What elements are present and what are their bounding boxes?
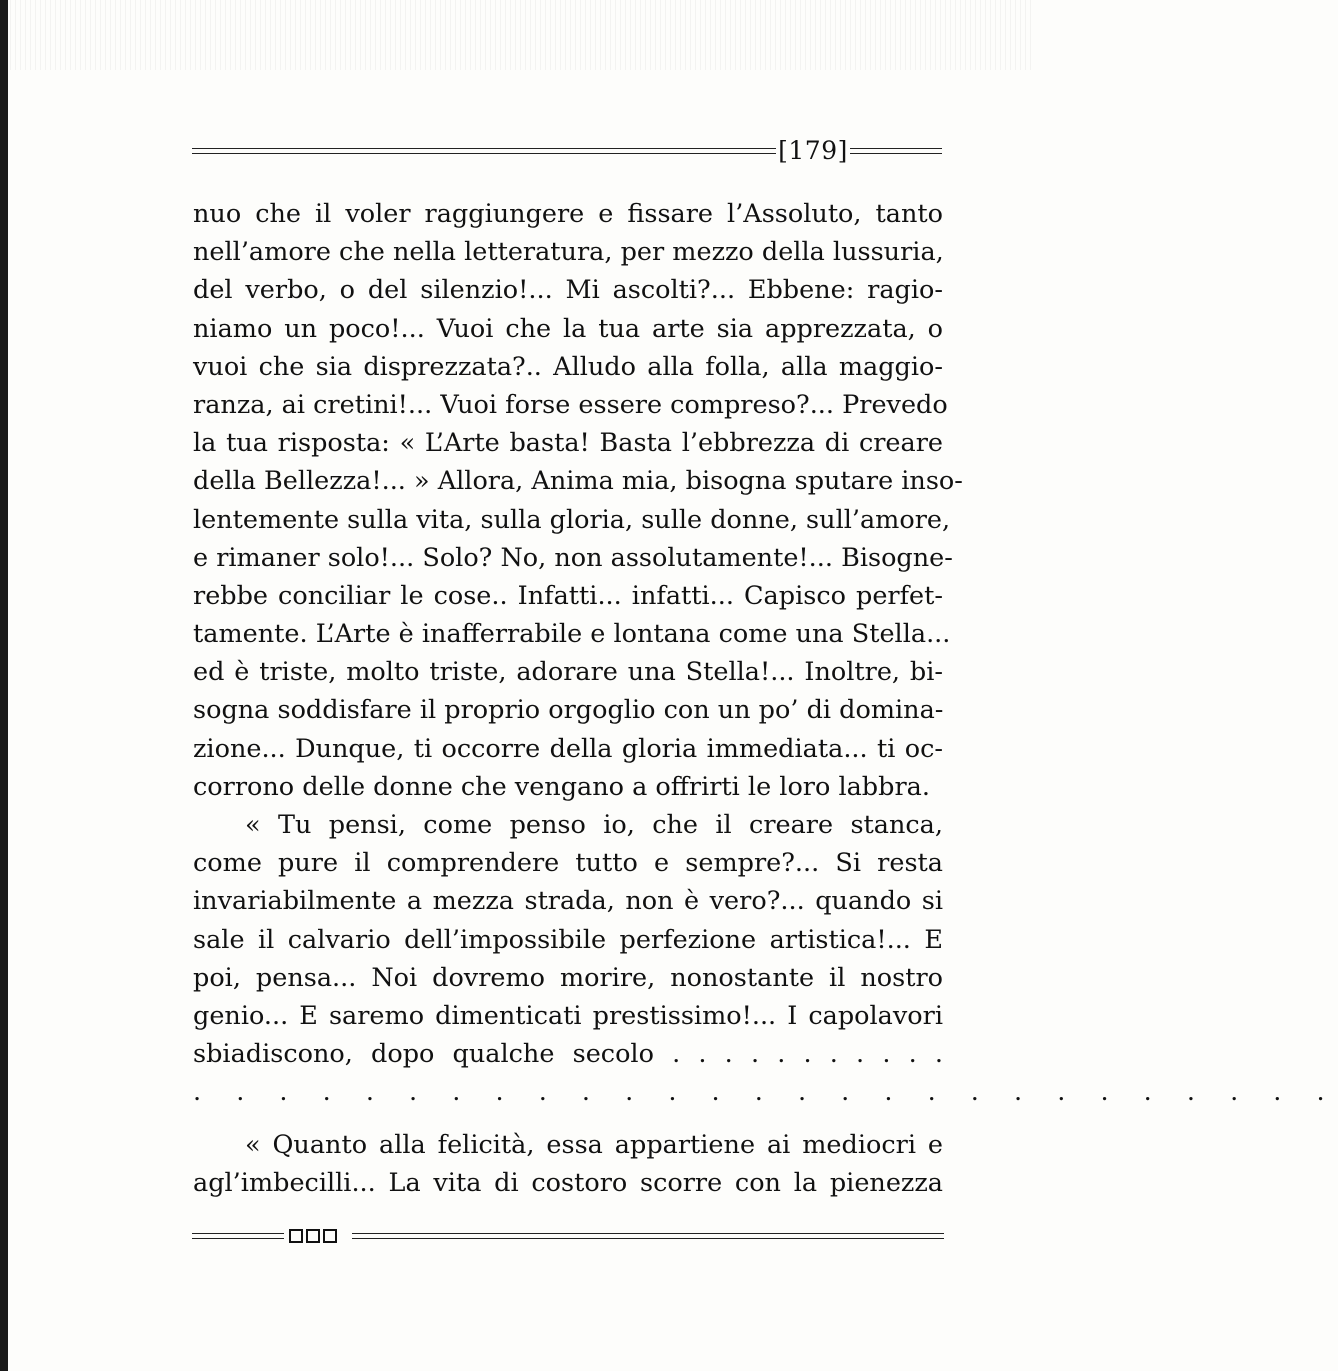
text-line: sogna soddisfare il proprio orgoglio con un po’ di domina- (193, 695, 944, 726)
text-line: zione... Dunque, ti occorre della gloria immediata... ti oc- (193, 733, 943, 764)
footer-rule-left (192, 1233, 284, 1239)
footer-rule-right (352, 1233, 944, 1239)
text-line: sale il calvario dell’impossibile perfezione artistica!... E (193, 924, 943, 955)
body-text (193, 195, 1338, 1202)
ornament-square (323, 1229, 337, 1243)
text-line: nuo che il voler raggiungere e fissare l’Assoluto, tanto (193, 199, 943, 229)
text-line: poi, pensa... Noi dovremo morire, nonostante il nostro (193, 962, 943, 993)
page-header (192, 134, 942, 174)
text-line: del verbo, o del silenzio!... Mi ascolti?... Ebbene: ragio- (193, 275, 943, 306)
text-line: tamente. L’Arte è inafferrabile e lontana come una Stella... (193, 619, 951, 650)
text-line: la tua risposta: « L’Arte basta! Basta l’ebbrezza di creare (193, 428, 943, 459)
text-line: niamo un poco!... Vuoi che la tua arte sia apprezzata, o (193, 313, 943, 344)
text-line: come pure il comprendere tutto e sempre?... Si resta (193, 848, 943, 879)
header-rule-left (192, 148, 776, 154)
text-line: ranza, ai cretini!... Vuoi forse essere compreso?... Prevedo (193, 389, 948, 420)
scan-noise (10, 0, 1031, 70)
page-footer (192, 1228, 944, 1252)
text-line: ed è triste, molto triste, adorare una Stella!... Inoltre, bi- (193, 657, 943, 688)
footer-ornament (289, 1229, 337, 1243)
ornament-square (289, 1229, 303, 1243)
text-line: « Tu pensi, come penso io, che il creare stanca, (245, 810, 943, 840)
text-line: nell’amore che nella letteratura, per mezzo della lussuria, (193, 237, 944, 268)
text-line: genio... E saremo dimenticati prestissimo!... I capolavori (193, 1000, 943, 1031)
ornament-square (306, 1229, 320, 1243)
ellipsis-line: . . . . . . . . . . . . . . . . . . . . . . . . . . . (193, 1077, 1338, 1108)
text-line: vuoi che sia disprezzata?.. Alludo alla folla, alla maggio- (193, 351, 943, 382)
text-line: rebbe conciliar le cose.. Infatti... infatti... Capisco perfet- (193, 580, 943, 611)
text-line: lentemente sulla vita, sulla gloria, sulle donne, sull’amore, (193, 504, 951, 535)
text-line: agl’imbecilli... La vita di costoro scorre con la pienezza (193, 1167, 943, 1198)
scan-edge (0, 0, 8, 1371)
text-line: e rimaner solo!... Solo? No, non assolutamente!... Bisogne- (193, 542, 953, 573)
text-line: invariabilmente a mezza strada, non è vero?... quando si (193, 886, 943, 917)
text-line: « Quanto alla felicità, essa appartiene ai mediocri e (245, 1129, 943, 1160)
text-line: sbiadiscono, dopo qualche secolo . . . . . . . . . . . (193, 1039, 943, 1070)
page-number: [179] (778, 136, 848, 165)
header-rule-right (850, 148, 942, 154)
text-line: della Bellezza!... » Allora, Anima mia, bisogna sputare inso- (193, 466, 963, 497)
text-line: corrono delle donne che vengano a offrirti le loro labbra. (193, 771, 930, 802)
